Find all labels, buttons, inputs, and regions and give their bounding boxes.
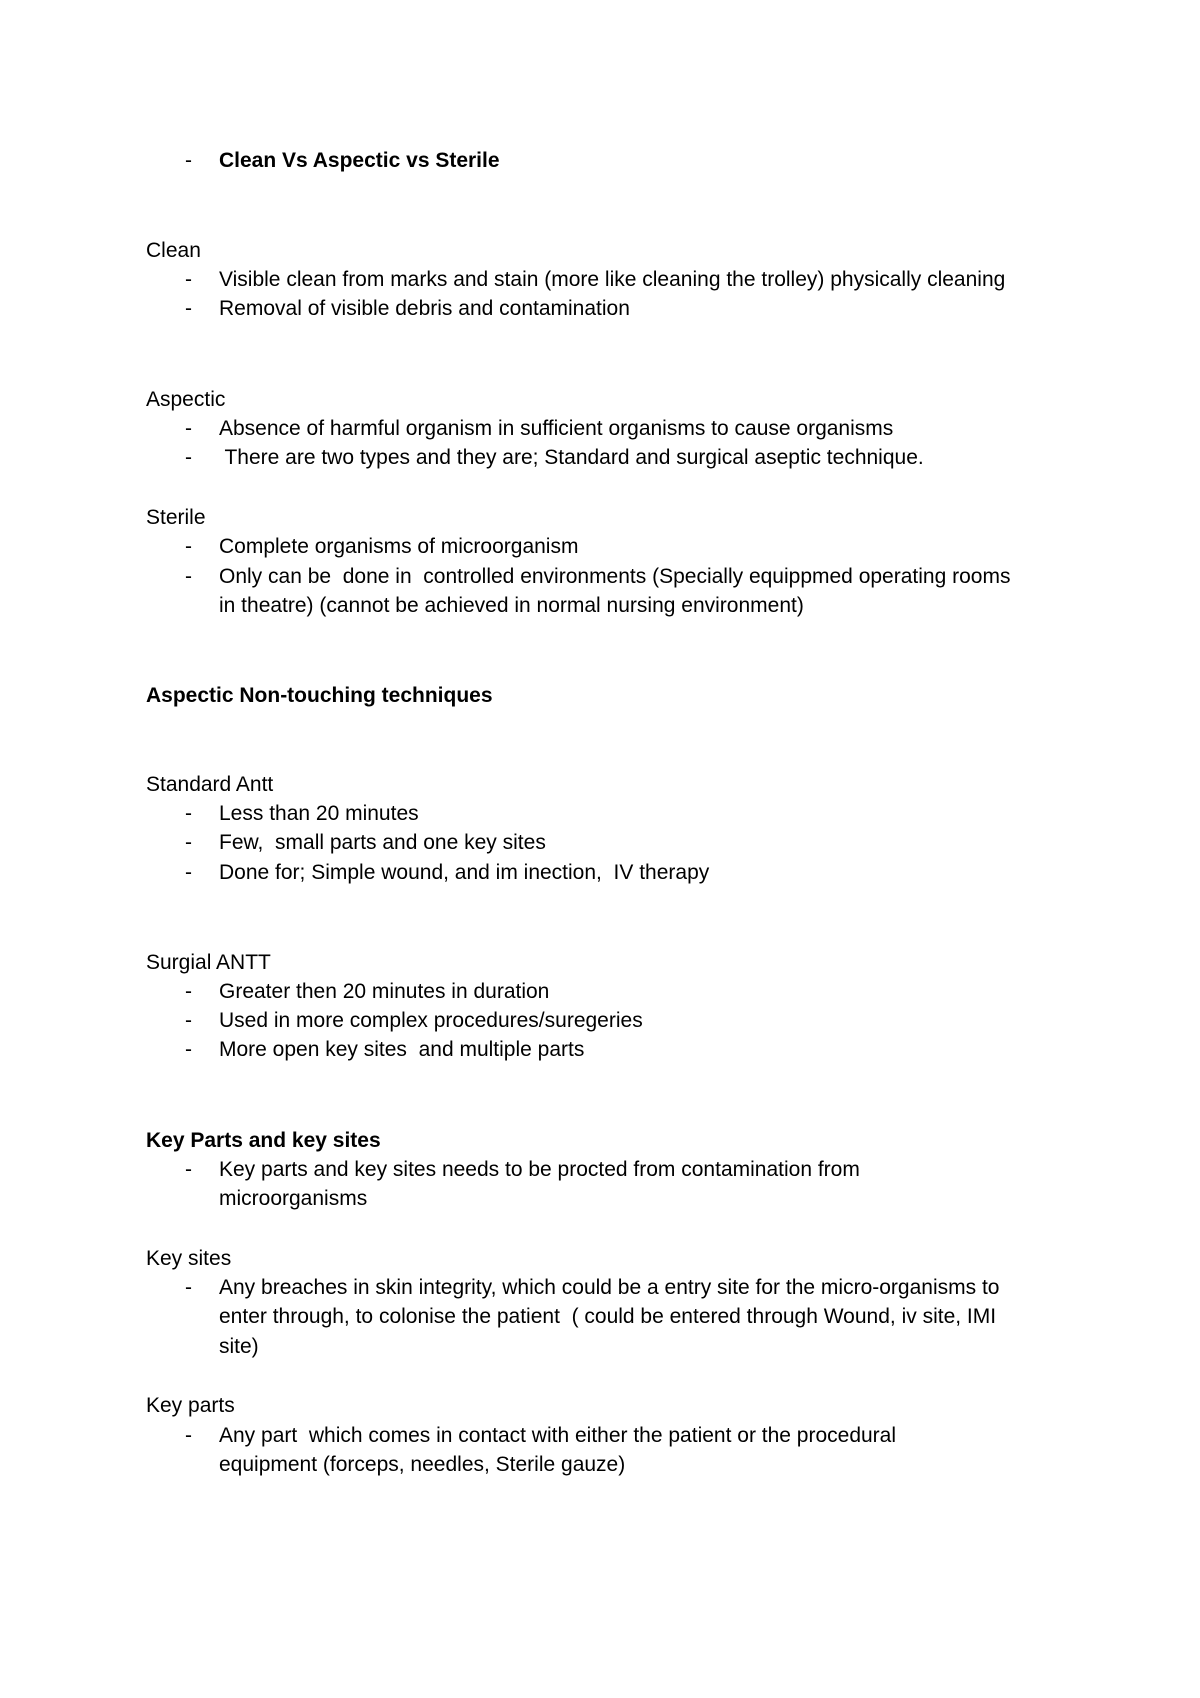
- sterile-heading: Sterile: [146, 506, 206, 529]
- list-item-text: Few, small parts and one key sites: [219, 831, 546, 854]
- bullet-dash: -: [185, 535, 192, 558]
- list-item-text: Complete organisms of microorganism: [219, 535, 579, 558]
- list-item-text: Greater then 20 minutes in duration: [219, 980, 550, 1003]
- bullet-dash: -: [185, 149, 192, 172]
- key-parts-heading: Key parts: [146, 1394, 235, 1417]
- document-title: Clean Vs Aspectic vs Sterile: [219, 149, 500, 172]
- surgical-antt-heading: Surgial ANTT: [146, 951, 271, 974]
- list-item-text: Less than 20 minutes: [219, 802, 419, 825]
- list-item-text: Any breaches in skin integrity, which could be a entry site for the micro-organisms to: [219, 1276, 1000, 1299]
- clean-heading: Clean: [146, 239, 201, 262]
- key-parts-sites-heading: Key Parts and key sites: [146, 1129, 381, 1152]
- list-item-text: Removal of visible debris and contamination: [219, 297, 630, 320]
- bullet-dash: -: [185, 980, 192, 1003]
- list-item-text: Only can be done in controlled environments (Specially equippmed operating rooms: [219, 565, 1011, 588]
- list-item-text: Key parts and key sites needs to be procted from contamination from: [219, 1158, 860, 1181]
- list-item-text: site): [219, 1335, 259, 1358]
- bullet-dash: -: [185, 802, 192, 825]
- bullet-dash: -: [185, 446, 192, 469]
- list-item-text: Absence of harmful organism in sufficient organisms to cause organisms: [219, 417, 894, 440]
- standard-antt-heading: Standard Antt: [146, 773, 274, 796]
- bullet-dash: -: [185, 861, 192, 884]
- list-item-text: in theatre) (cannot be achieved in normal nursing environment): [219, 594, 804, 617]
- bullet-dash: -: [185, 1038, 192, 1061]
- list-item-text: microorganisms: [219, 1187, 368, 1210]
- bullet-dash: -: [185, 1009, 192, 1032]
- bullet-dash: -: [185, 297, 192, 320]
- bullet-dash: -: [185, 1158, 192, 1181]
- list-item-text: Any part which comes in contact with either the patient or the procedural: [219, 1424, 897, 1447]
- bullet-dash: -: [185, 831, 192, 854]
- list-item-text: enter through, to colonise the patient ( could be entered through Wound, iv site, IMI: [219, 1305, 997, 1328]
- antt-heading: Aspectic Non-touching techniques: [146, 684, 493, 707]
- key-sites-heading: Key sites: [146, 1247, 232, 1270]
- list-item-text: More open key sites and multiple parts: [219, 1038, 585, 1061]
- bullet-dash: -: [185, 1276, 192, 1299]
- bullet-dash: -: [185, 417, 192, 440]
- list-item-text: equipment (forceps, needles, Sterile gauze): [219, 1453, 626, 1476]
- list-item-text: Done for; Simple wound, and im inection, IV therapy: [219, 861, 710, 884]
- aspectic-heading: Aspectic: [146, 388, 226, 411]
- list-item-text: Used in more complex procedures/suregeries: [219, 1009, 643, 1032]
- bullet-dash: -: [185, 1424, 192, 1447]
- list-item-text: Visible clean from marks and stain (more like cleaning the trolley) physically cleaning: [219, 268, 1006, 291]
- bullet-dash: -: [185, 565, 192, 588]
- list-item-text: There are two types and they are; Standard and surgical aseptic technique.: [219, 446, 924, 469]
- bullet-dash: -: [185, 268, 192, 291]
